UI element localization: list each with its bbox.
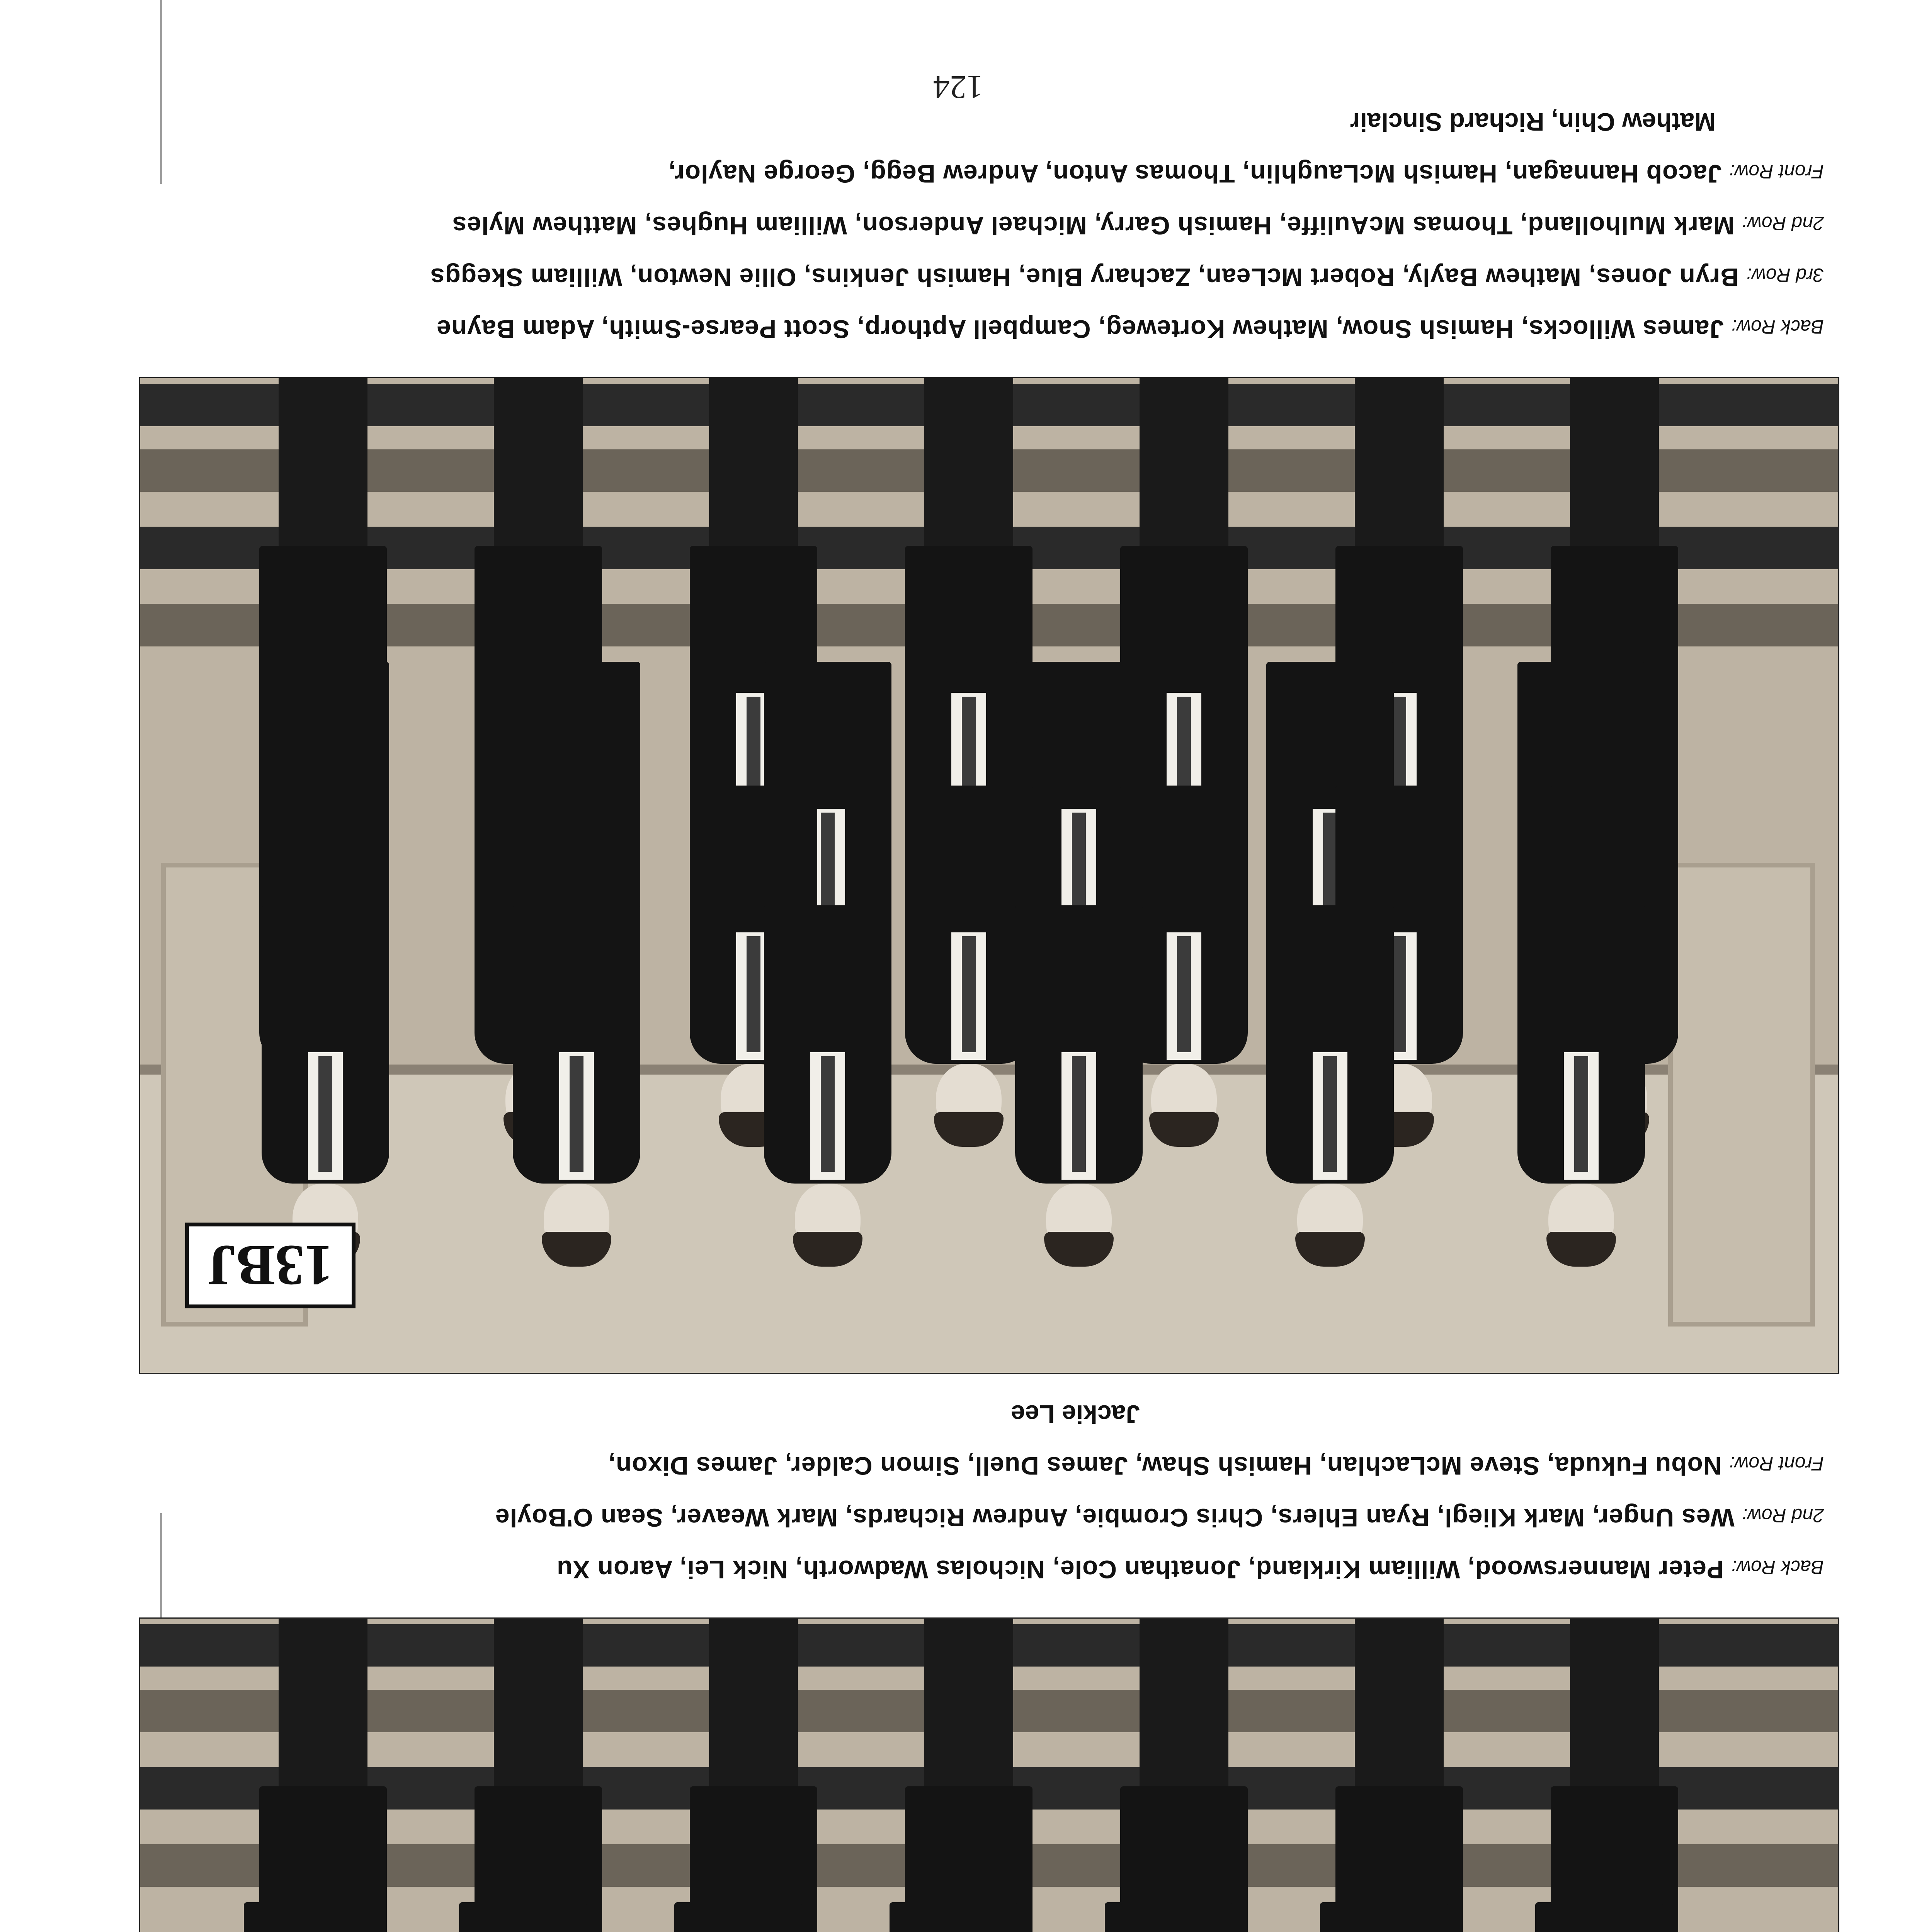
caption-row-continuation: Jackie Lee [1011, 1400, 1140, 1429]
figure-body [674, 1902, 802, 1932]
row-label: 3rd Row: [1746, 264, 1824, 286]
figure-body [1105, 1902, 1232, 1932]
figure-legs [924, 1617, 1013, 1810]
caption-row-front [131, 147, 1824, 199]
figure-body [1320, 1902, 1448, 1932]
row-names: Mark Mulholland, Thomas McAuliffe, Hamish Garry, Michael Anderson, William Hughes, Matthew Myles [452, 211, 1735, 240]
class-label: 13BJ [185, 1223, 356, 1308]
figure-legs [494, 1617, 583, 1810]
caption-row-2nd [131, 199, 1824, 250]
row-names: Peter Mannerswood, William Kirkland, Jonathan Cole, Nicholas Wadworth, Nick Lei, Aaron Xu [556, 1555, 1724, 1584]
caption-row-continuation: Mathew Chin, Richard Sinclair [1350, 108, 1716, 136]
figure-body [890, 1902, 1017, 1932]
figure-tie [1392, 936, 1406, 1052]
row-label: Back Row: [1732, 1556, 1824, 1578]
figure-tie [1323, 1056, 1337, 1172]
figure-legs [1140, 1617, 1228, 1810]
figure-tie [570, 1056, 583, 1172]
class-photo [139, 377, 1839, 1374]
figure-legs [279, 377, 367, 569]
figure-legs [709, 1617, 798, 1810]
figure-legs [924, 377, 1013, 569]
figure-tie [1072, 1056, 1086, 1172]
row-label: Front Row: [1729, 1453, 1824, 1475]
row-label: 2nd Row: [1742, 213, 1824, 234]
photo-caption [131, 1389, 1824, 1594]
figure-tie [1177, 936, 1191, 1052]
figure-body [459, 1902, 587, 1932]
figure-body [244, 1902, 371, 1932]
figure-legs [1570, 1617, 1659, 1810]
page-number: 124 [933, 69, 983, 106]
figure-tie [1574, 1056, 1588, 1172]
figure-legs [494, 377, 583, 569]
figure-tie [747, 936, 760, 1052]
class-photo [139, 1617, 1839, 1932]
row-names: James Willocks, Hamish Snow, Mathew Korteweg, Campbell Apthorp, Scott Pearse-Smith, Adam Bayne [436, 315, 1724, 344]
figure-body [1535, 1902, 1663, 1932]
figure-tie [821, 1056, 835, 1172]
caption-row-front [131, 1439, 1824, 1491]
row-label: Front Row: [1729, 161, 1824, 182]
row-names: Jacob Hannagan, Hamish McLaughlin, Thomas Anton, Andrew Begg, George Naylor, [668, 160, 1722, 188]
figure-legs [1570, 377, 1659, 569]
photo-caption [131, 97, 1824, 354]
figure-legs [1355, 1617, 1444, 1810]
row-names: Bryn Jones, Mathew Bayly, Robert McLean, Zachary Blue, Hamish Jenkins, Ollie Newton, William Skeggs [430, 263, 1739, 292]
caption-row-2nd [131, 1491, 1824, 1543]
figure-legs [709, 377, 798, 569]
caption-row-3rd [131, 250, 1824, 302]
row-names: Nobu Fukuda, Steve McLachlan, Hamish Shaw, James Duell, Simon Calder, James Dixon, [608, 1452, 1722, 1480]
wall-panel [1668, 863, 1815, 1327]
caption-row-back [131, 1543, 1824, 1594]
figure-tie [318, 1056, 332, 1172]
figure-legs [1140, 377, 1228, 569]
caption-row-back [131, 302, 1824, 354]
row-label: 2nd Row: [1742, 1505, 1824, 1526]
row-names: Wes Unger, Mark Kliegl, Ryan Ehlers, Chris Crombie, Andrew Richards, Mark Weaver, Sean O'Boyle [495, 1503, 1735, 1532]
figure-legs [1355, 377, 1444, 569]
figure-tie [962, 936, 976, 1052]
figure-legs [279, 1617, 367, 1810]
row-label: Back Row: [1732, 316, 1824, 338]
